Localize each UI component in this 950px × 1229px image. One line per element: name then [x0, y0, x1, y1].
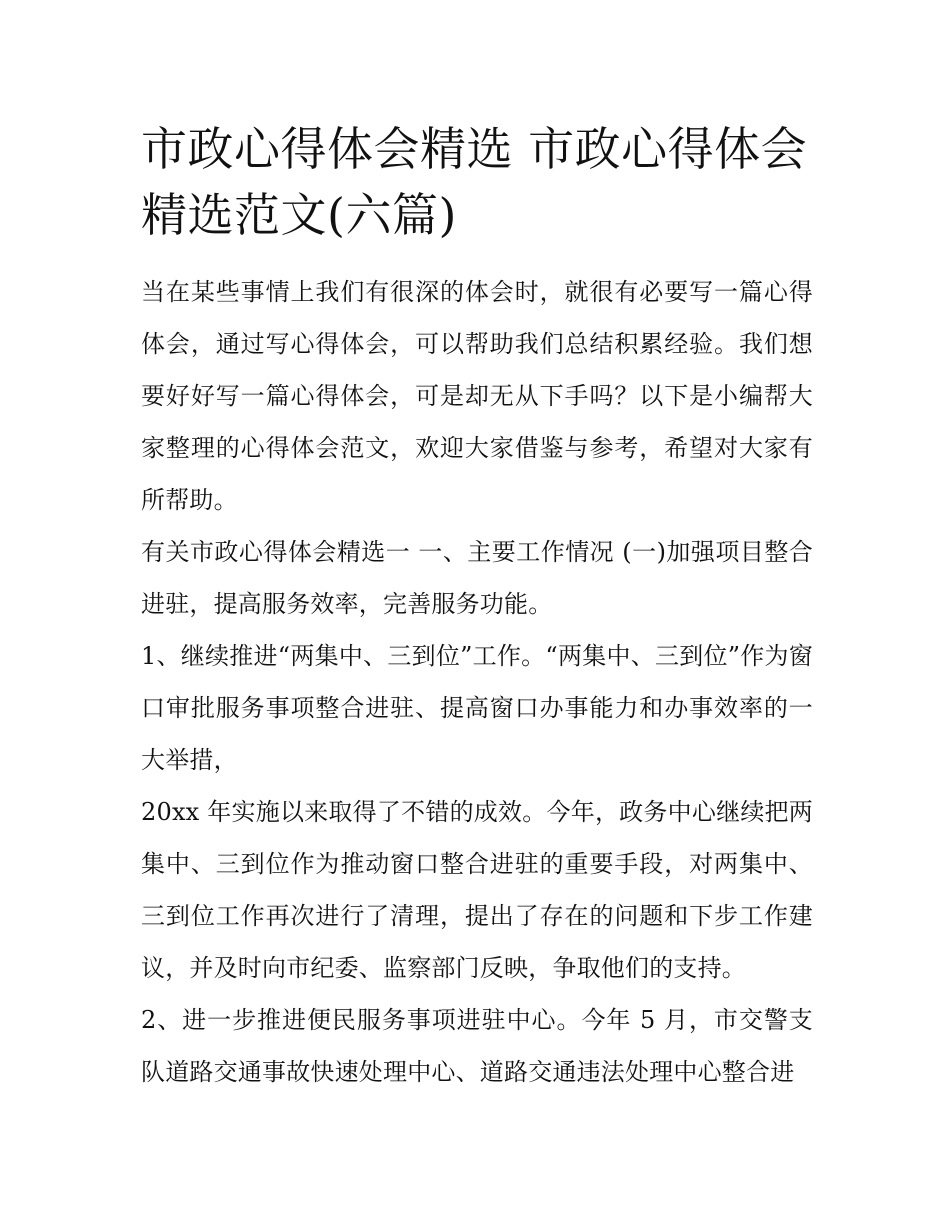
item-two-paragraph: 2、进一步推进便民服务事项进驻中心。今年 5 月，市交警支队道路交通事故快速处理中心、道路交通违法处理中心整合进 — [141, 1006, 813, 1086]
document-title: 市政心得体会精选 市政心得体会精选范文(六篇) — [141, 122, 808, 242]
intro-paragraph: 当在某些事情上我们有很深的体会时，就很有必要写一篇心得体会，通过写心得体会，可以帮助我们总结积累经验。我们想要好好写一篇心得体会，可是却无从下手吗？以下是小编帮大家整理的心得体会范文，欢迎大家借鉴与参考，希望对大家有所帮助。 — [141, 278, 813, 514]
section-one-paragraph: 有关市政心得体会精选一 一、主要工作情况 (一)加强项目整合进驻，提高服务效率，完善服务功能。 — [141, 538, 813, 618]
item-one-paragraph: 1、继续推进“两集中、三到位”工作。“两集中、三到位”作为窗口审批服务事项整合进驻、提高窗口办事能力和办事效率的一大举措， — [141, 642, 813, 774]
item-one-continued-paragraph: 20xx 年实施以来取得了不错的成效。今年，政务中心继续把两集中、三到位作为推动窗口整合进驻的重要手段，对两集中、三到位工作再次进行了清理，提出了存在的问题和下步工作建议，并及时向市纪委、监察部门反映，争取他们的支持。 — [141, 798, 813, 982]
document-body — [141, 116, 813, 1098]
